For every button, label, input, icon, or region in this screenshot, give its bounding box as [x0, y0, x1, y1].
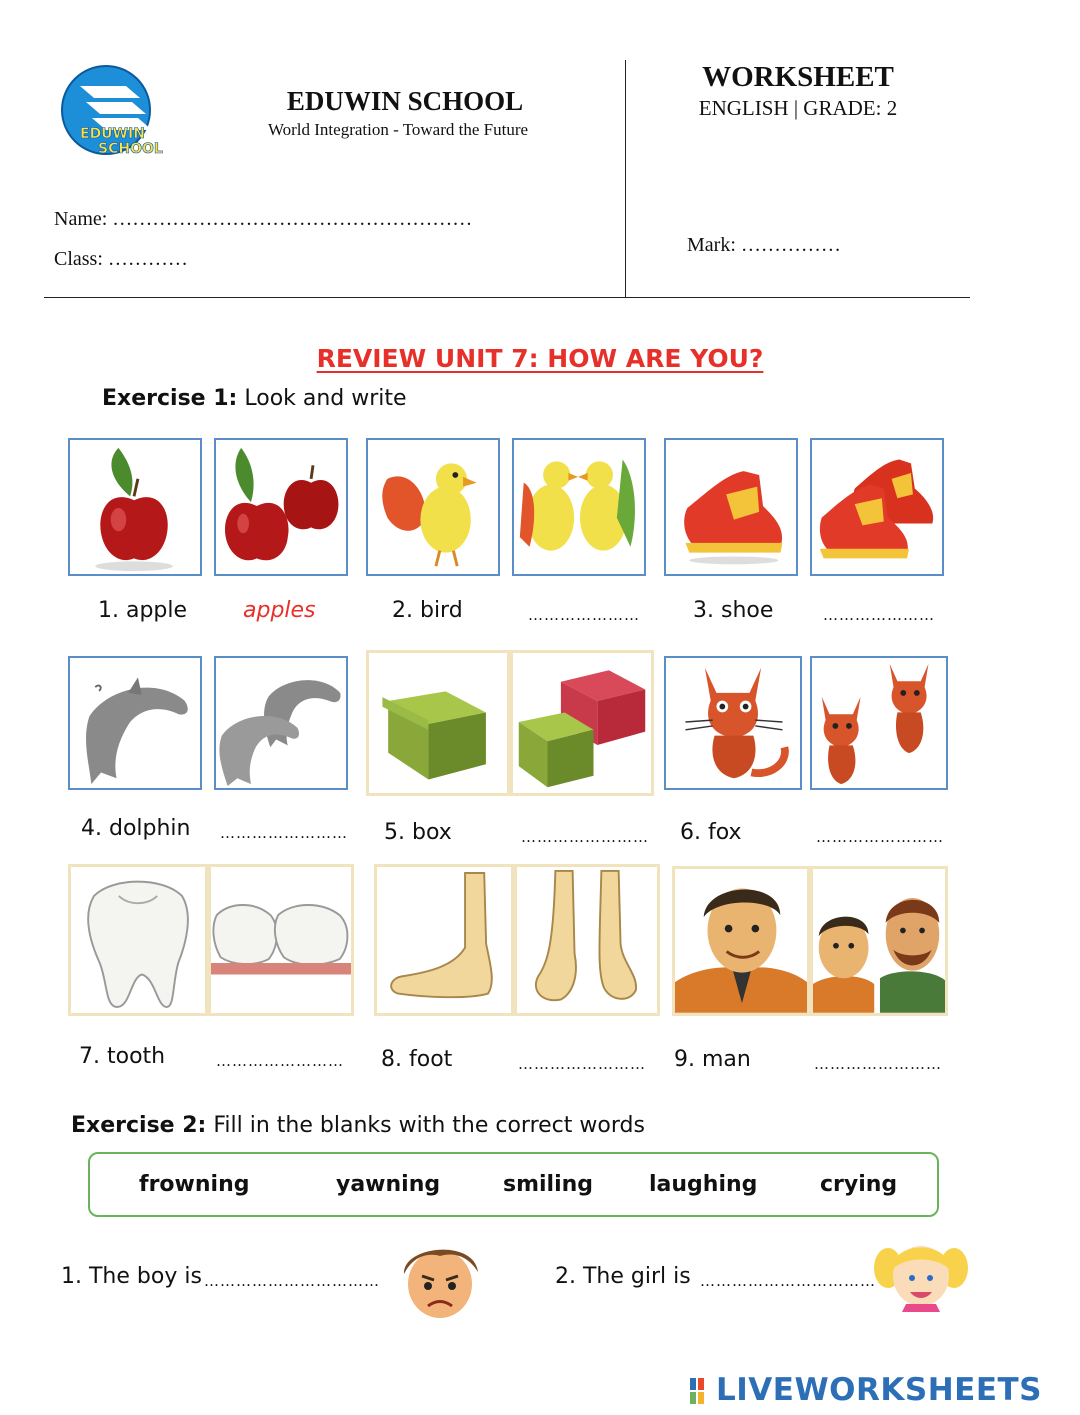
- header-vertical-divider: [625, 60, 626, 298]
- item1-label: 1. apple: [98, 598, 188, 623]
- word-bank-item: laughing: [649, 1172, 758, 1197]
- sentence2-blank[interactable]: ……………………………: [700, 1272, 876, 1290]
- word-bank-item: frowning: [139, 1172, 250, 1197]
- item9-blank[interactable]: ……………………: [814, 1055, 942, 1073]
- sentence1-text: 1. The boy is: [61, 1264, 202, 1289]
- item2-blank[interactable]: …………………: [528, 606, 640, 624]
- birds-picture: [512, 438, 646, 576]
- worksheet-title: WORKSHEET: [702, 61, 894, 93]
- school-name: EDUWIN SCHOOL: [286, 86, 524, 116]
- exercise2-label: Exercise 2:: [71, 1113, 207, 1138]
- tooth-single-picture: [68, 864, 208, 1016]
- school-logo: [52, 64, 170, 160]
- item5-blank[interactable]: ……………………: [521, 828, 649, 846]
- school-motto: World Integration - Toward the Future: [267, 120, 529, 139]
- svg-text:EDUWIN: EDUWIN: [80, 126, 145, 142]
- exercise1-heading: [102, 386, 407, 411]
- frowning-boy-picture: [394, 1238, 486, 1322]
- review-title: REVIEW UNIT 7: HOW ARE YOU?: [316, 344, 764, 373]
- mark-field[interactable]: Mark: ……………: [687, 234, 841, 256]
- box-single-picture: [366, 650, 510, 796]
- bird-single-picture: [366, 438, 500, 576]
- exercise2-instruction: Fill in the blanks with the correct words: [213, 1113, 645, 1138]
- teeth-picture: [208, 864, 354, 1016]
- smiling-girl-picture: [872, 1236, 970, 1312]
- foxes-picture: [810, 656, 948, 790]
- header-horizontal-divider: [44, 297, 970, 298]
- item7-label: 7. tooth: [79, 1044, 166, 1069]
- worksheet-subject-grade: ENGLISH | GRADE: 2: [698, 96, 898, 120]
- item7-blank[interactable]: ……………………: [216, 1052, 344, 1070]
- feet-picture: [514, 864, 660, 1016]
- item9-label: 9. man: [674, 1047, 751, 1072]
- exercise1-instruction: Look and write: [244, 386, 407, 411]
- liveworksheets-brand[interactable]: LIVEWORKSHEETS: [716, 1372, 1042, 1408]
- dolphin-single-picture: [68, 656, 202, 790]
- exercise1-label: Exercise 1:: [102, 386, 238, 411]
- apples-picture: [214, 438, 348, 576]
- dolphins-picture: [214, 656, 348, 790]
- boxes-picture: [510, 650, 654, 796]
- word-bank-item: yawning: [336, 1172, 441, 1197]
- foot-single-picture: [374, 864, 514, 1016]
- sentence1-blank[interactable]: ……………………………: [204, 1272, 380, 1290]
- exercise2-heading: [71, 1113, 645, 1138]
- apple-single-picture: [68, 438, 202, 576]
- item6-label: 6. fox: [680, 820, 742, 845]
- men-picture: [810, 866, 948, 1016]
- svg-text:SCHOOL: SCHOOL: [98, 141, 163, 157]
- word-bank-item: smiling: [503, 1172, 594, 1197]
- item8-label: 8. foot: [381, 1047, 453, 1072]
- item4-label: 4. dolphin: [81, 816, 191, 841]
- shoe-single-picture: [664, 438, 798, 576]
- item8-blank[interactable]: ……………………: [518, 1055, 646, 1073]
- word-bank-item: crying: [820, 1172, 898, 1197]
- item4-blank[interactable]: ……………………: [220, 824, 348, 842]
- sentence2-text: 2. The girl is: [555, 1264, 691, 1289]
- item5-label: 5. box: [384, 820, 452, 845]
- name-field[interactable]: Name: ………………………………………………: [54, 208, 473, 230]
- man-single-picture: [672, 866, 810, 1016]
- class-field[interactable]: Class: …………: [54, 248, 188, 270]
- liveworksheets-logo-icon: [690, 1374, 714, 1408]
- item3-label: 3. shoe: [693, 598, 774, 623]
- shoes-picture: [810, 438, 944, 576]
- item3-blank[interactable]: …………………: [823, 606, 935, 624]
- item6-blank[interactable]: ……………………: [816, 828, 944, 846]
- item2-label: 2. bird: [392, 598, 463, 623]
- fox-single-picture: [664, 656, 802, 790]
- item1-answer[interactable]: apples: [243, 598, 316, 623]
